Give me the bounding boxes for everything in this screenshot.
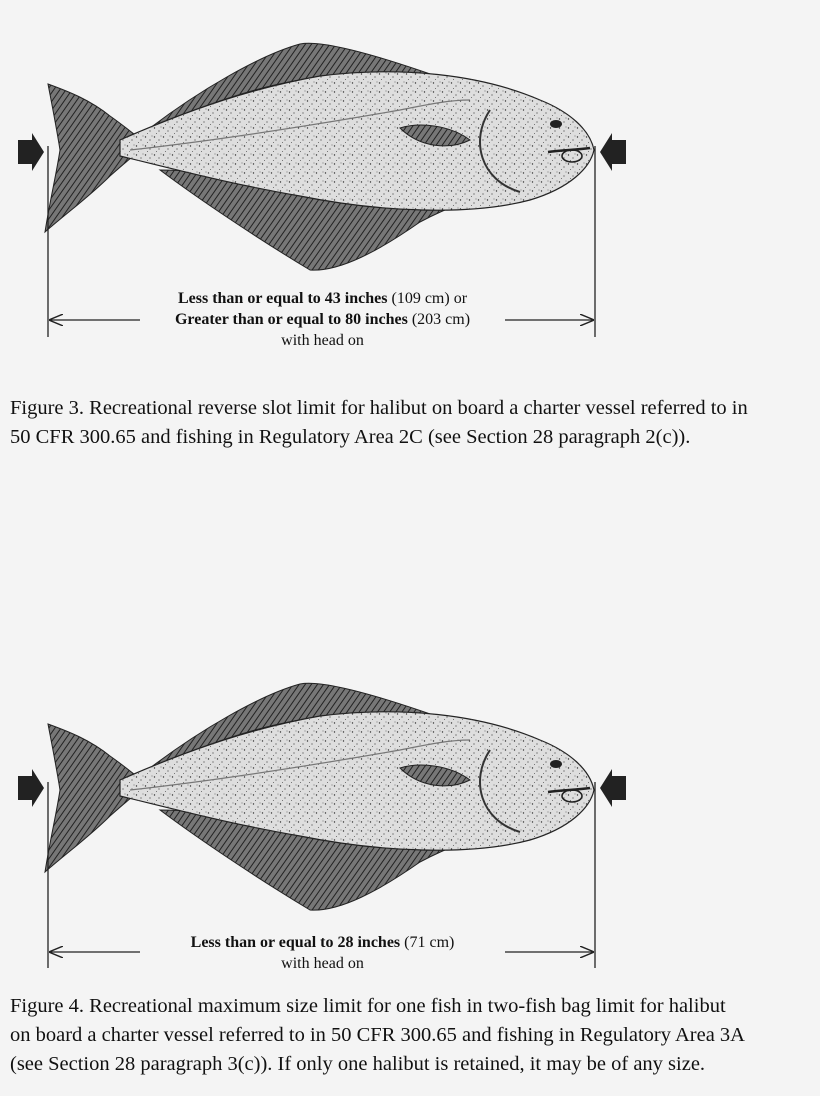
- tail-stop-arrow-icon: [18, 133, 44, 171]
- halibut-illustration: [45, 683, 594, 910]
- caption-line: (see Section 28 paragraph 3(c)). If only one halibut is retained, it may be of any size.: [10, 1053, 706, 1075]
- head-on-note: with head on: [281, 955, 364, 972]
- caption-line: Figure 4. Recreational maximum size limit for one fish in two-fish bag limit for halibut: [10, 995, 726, 1017]
- halibut-illustration: [45, 43, 594, 270]
- tail-stop-arrow-icon: [18, 769, 44, 807]
- caption-line: on board a charter vessel referred to in 50 CFR 300.65 and fishing in Regulatory Area 3A: [10, 1024, 745, 1046]
- limit-text: Less than or equal to 28 inches: [190, 934, 401, 951]
- limit-metric: (71 cm): [400, 934, 455, 951]
- measurement-label: [140, 288, 505, 351]
- head-stop-arrow-icon: [600, 133, 626, 171]
- caption-line: 50 CFR 300.65 and fishing in Regulatory Area 2C (see Section 28 paragraph 2(c)).: [10, 426, 691, 448]
- measurement-label: [140, 932, 505, 974]
- limit-lower-metric: (109 cm) or: [387, 290, 468, 307]
- figure-3-caption: [10, 394, 818, 452]
- head-on-note: with head on: [281, 332, 364, 349]
- caption-line: Figure 3. Recreational reverse slot limit for halibut on board a charter vessel referred to in: [10, 397, 748, 419]
- limit-lower-text: Less than or equal to 43 inches: [177, 290, 388, 307]
- limit-upper-text: Greater than or equal to 80 inches: [174, 311, 408, 328]
- figure-3: [0, 0, 820, 470]
- figure-4-caption: [10, 992, 818, 1079]
- limit-upper-metric: (203 cm): [407, 311, 471, 328]
- head-stop-arrow-icon: [600, 769, 626, 807]
- figure-4: [0, 640, 820, 1096]
